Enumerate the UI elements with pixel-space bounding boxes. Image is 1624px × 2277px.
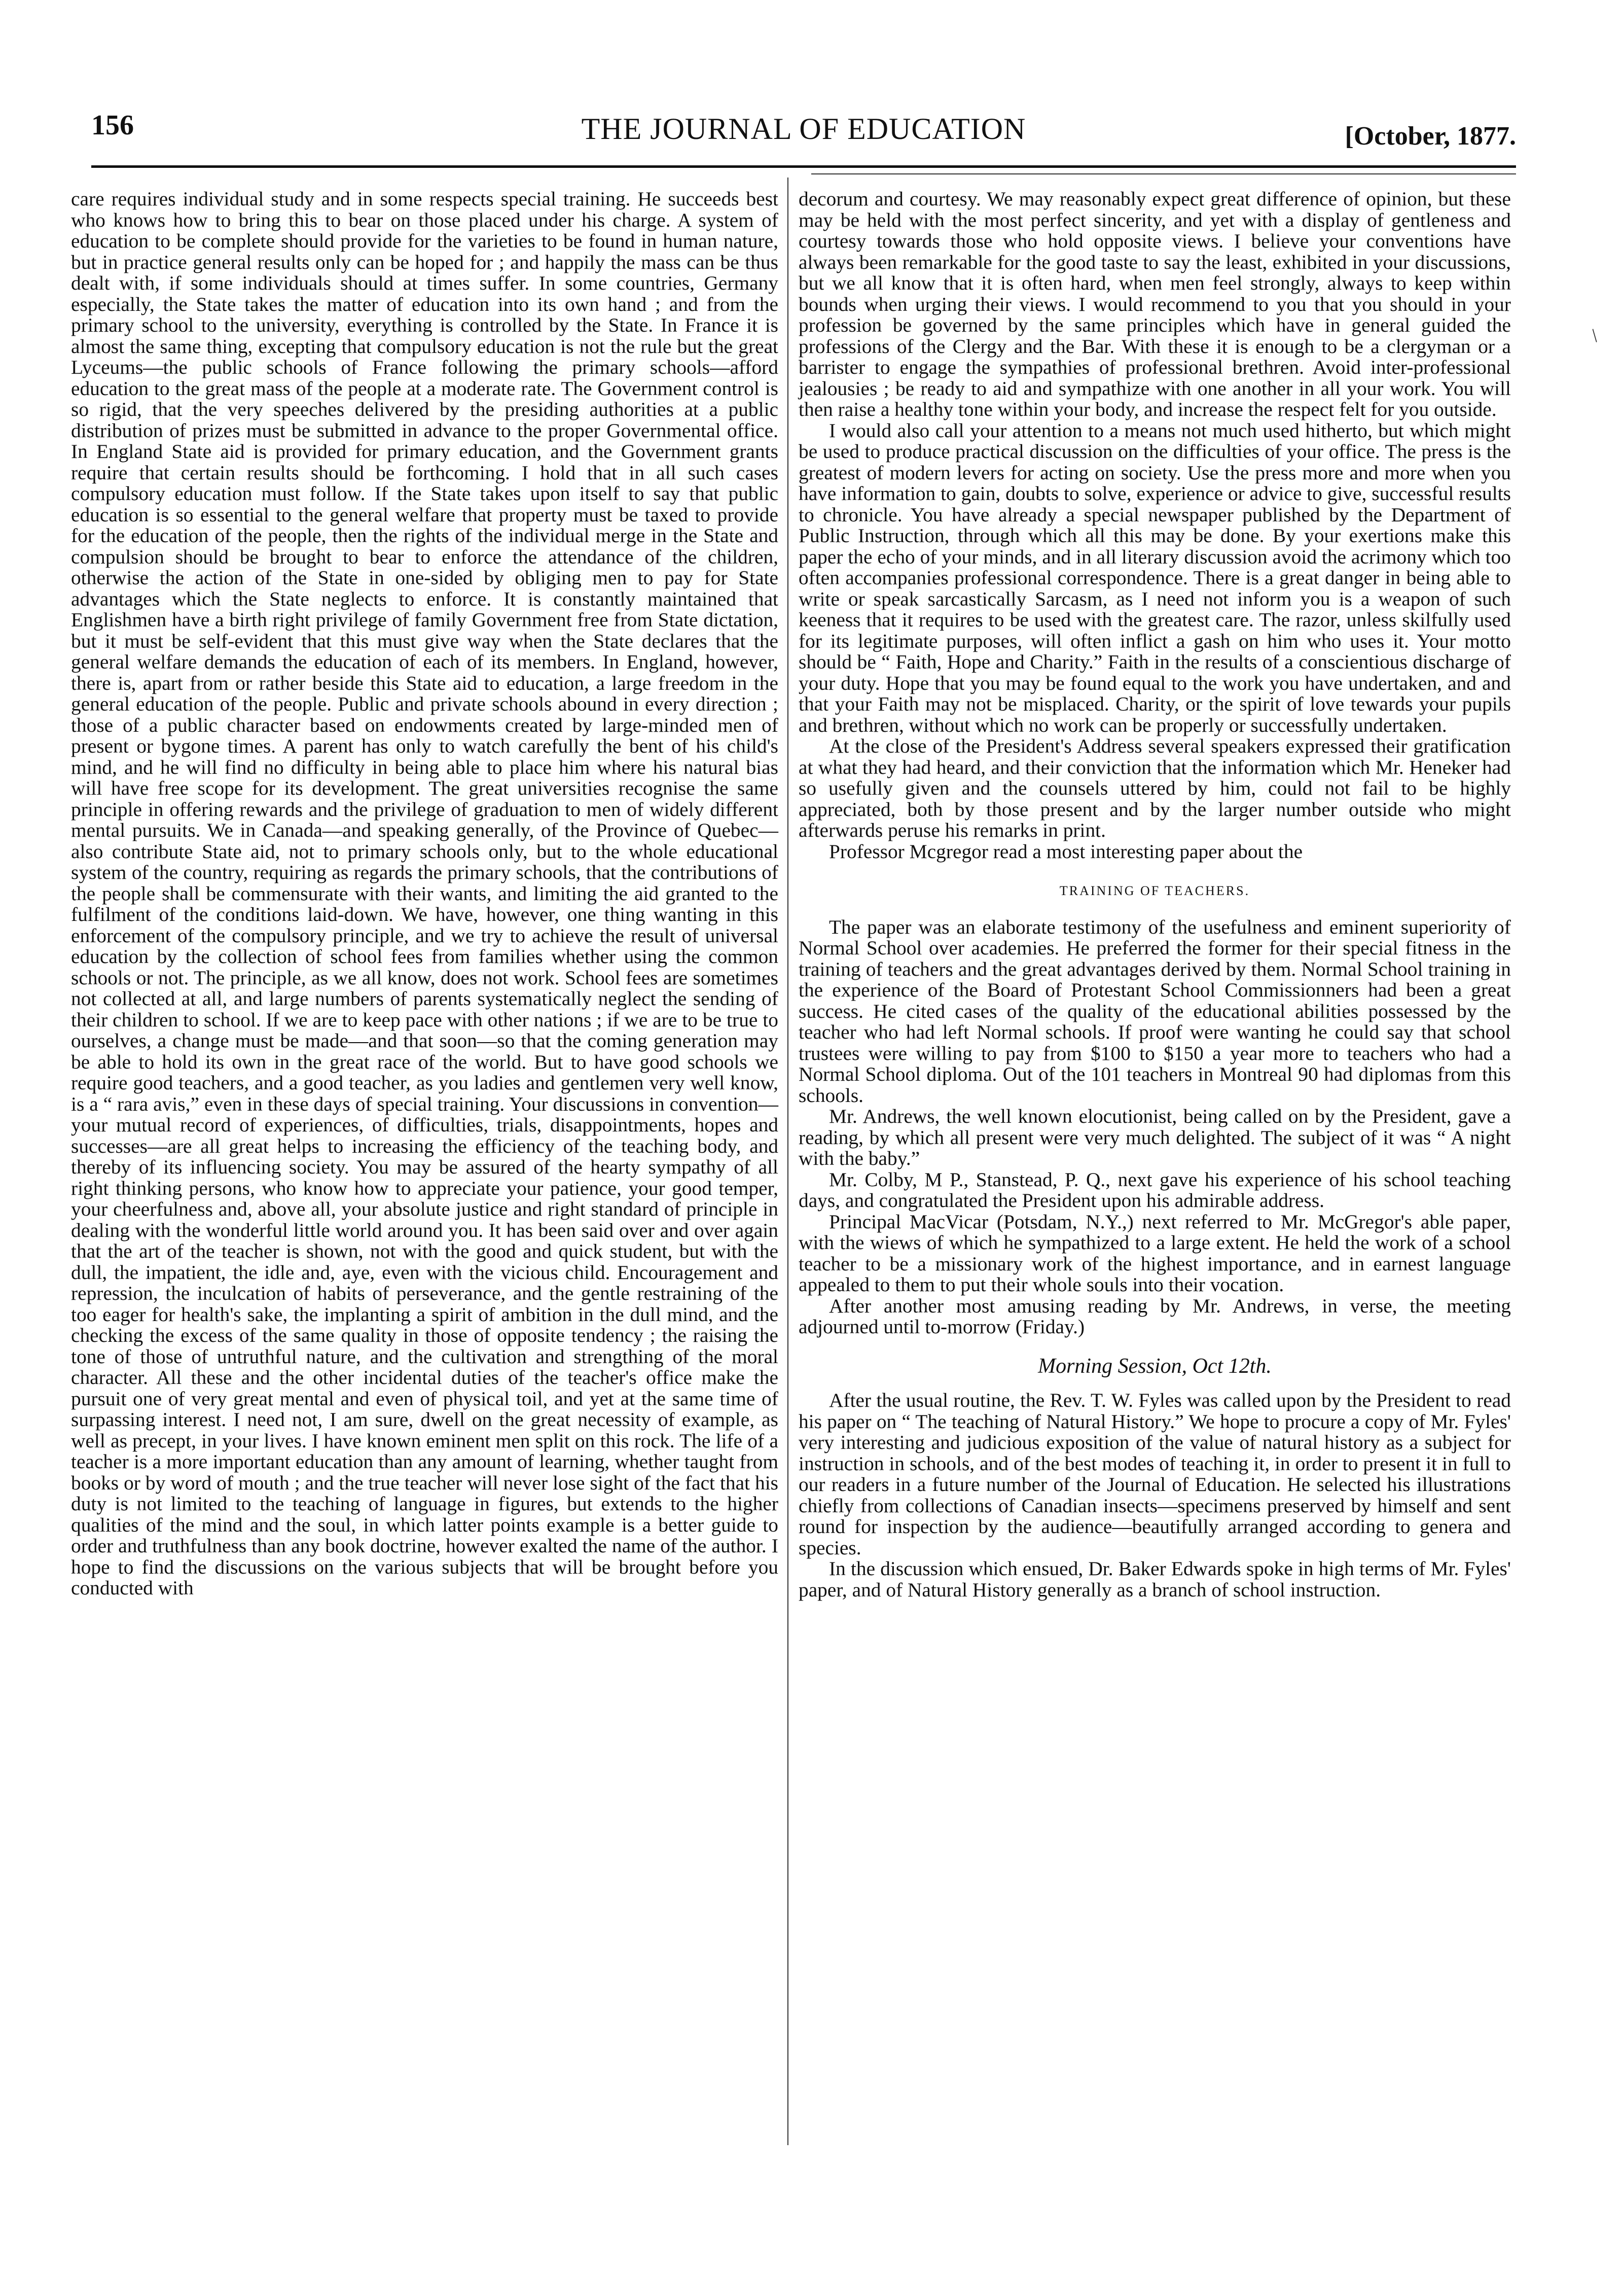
running-title: THE JOURNAL OF EDUCATION [581, 112, 1026, 146]
right-column [799, 189, 1511, 1600]
paragraph: I would also call your attention to a means not much used hitherto, but which might be used to produce practical discussion on the difficulties of your office. The press is the greatest of modern levers for acting on society. Use the press more and more when you have information to gain, doubts to solve, experience or advice to give, successful results to chronicle. You have already a special newspaper published by the Department of Public Instruction, through which all this may be done. By your exertions make this paper the echo of your minds, and in all literary discussion avoid the acrimony which too often accompanies professional correspondence. There is a great danger in being able to write or speak sarcastically Sarcasm, as I need not inform you is a weapon of such keeness that it requires to be used with the greatest care. The razor, unless skilfully used for its legitimate purposes, will often inflict a gash on him who uses it. Your motto should be “ Faith, Hope and Charity.” Faith in the results of a conscientious discharge of your duty. Hope that you may be found equal to the work you have undertaken, and and that your Faith may not be misplaced. Charity, or the spirit of love tewards your pupils and brethren, without which no work can be properly or successfully undertaken. [799, 419, 1511, 736]
page-header [91, 109, 1516, 160]
margin-mark: / [1586, 325, 1603, 346]
column-divider [787, 177, 788, 2145]
issue-date: [October, 1877. [1345, 122, 1516, 151]
page-number: 156 [91, 110, 134, 141]
section-heading-training: TRAINING OF TEACHERS. [1059, 883, 1250, 898]
paragraph: In the discussion which ensued, Dr. Baker Edwards spoke in high terms of Mr. Fyles' paper, and of Natural History generally as a branch of school instruction. [799, 1557, 1511, 1601]
header-rule-thin [811, 173, 1516, 174]
paragraph: After another most amusing reading by Mr. Andrews, in verse, the meeting adjourned until to-morrow (Friday.) [799, 1294, 1511, 1338]
section-heading-session: Morning Session, Oct 12th. [1038, 1354, 1272, 1378]
left-column [71, 189, 778, 1599]
paragraph: decorum and courtesy. We may reasonably expect great difference of opinion, but these may be held with the most perfect sincerity, and yet with a display of gentleness and courtesy towards those who hold opposite views. I believe your conventions have always been remarkable for the good taste to say the least, exhibited in your discussions, but we all know that it is often hard, when men feel strongly, always to keep within bounds when urging their views. I would recommend to you that you should in your profession be governed by the same principles which have in general guided the professions of the Clergy and the Bar. With these it is enough to be a clergyman or a barrister to engage the sympathies of professional brethren. Avoid inter-professional jealousies ; be ready to aid and sympathize with one another in all your work. You will then raise a healthy tone within your body, and increase the respect felt for you outside. [799, 188, 1511, 420]
paragraph: Mr. Colby, M P., Stanstead, P. Q., next gave his experience of his school teaching days, and congratulated the President upon his admirable address. [799, 1168, 1511, 1212]
paragraph: Professor Mcgregor read a most interesting paper about the [829, 840, 1303, 863]
paragraph: The paper was an elaborate testimony of the usefulness and eminent superiority of Normal School over academies. He preferred the former for their special fitness in the training of teachers and the great advantages derived by them. Normal School training in the experience of the Board of Protestant School Commissionners had been a great success. He cited cases of the quality of the educational abilities possessed by the teacher who had left Normal schools. If proof were wanting he could say that school trustees were willing to pay from $100 to $150 a year more to teachers who had a Normal School diploma. Out of the 101 teachers in Montreal 90 had diplomas from this schools. [799, 915, 1511, 1107]
paragraph: care requires individual study and in some respects special training. He succeeds best who knows how to bring this to bear on those placed under his charge. A system of education to be complete should provide for the varieties to be found in human nature, but in practice general results only can be hoped for ; and happily the mass can be thus dealt with, if some individuals should at times suffer. In some countries, Germany especially, the State takes the matter of education into its own hand ; and from the primary school to the university, everything is controlled by the State. In France it is almost the same thing, excepting that compulsory education is not the rule but the great Lyceums—the public schools of France following the primary schools—afford education to the great mass of the people at a moderate rate. The Government control is so rigid, that the very speeches delivered by the presiding authorities at a public distribution of prizes must be submitted in advance to the proper Governmental office. In England State aid is provided for primary education, and the Government grants require that certain results should be forthcoming. I hold that in all such cases compulsory education must follow. If the State takes upon itself to say that public education is so essential to the general welfare that property must be taxed to provide for the education of the people, then the rights of the individual merge in the State and compulsion should be brought to bear to enforce the attendance of the children, otherwise the action of the State in one-sided by obliging men to pay for State advantages which the State neglects to enforce. It is constantly maintained that Englishmen have a birth right privilege of family Government free from State dictation, but it must be self-evident that this must give way when the State declares that the general welfare demands the education of each of its members. In England, however, there is, apart from or rather beside this State aid to education, a large freedom in the general education of the people. Public and private schools abound in every direction ; those of a public character based on endowments created by large-minded men of present or bygone times. A parent has only to watch carefully the bent of his child's mind, and he will find no difficulty in being able to place him where his natural bias will have free scope for its development. The great universities recognise the same principle in offering rewards and the privilege of graduation to men of widely different mental pursuits. We in Canada—and speaking generally, of the Province of Quebec—also contribute State aid, not to primary schools only, but to the whole educational system of the country, requiring as regards the primary schools, that the contributions of the people shall be commensurate with their wants, and limiting the aid granted to the fulfilment of the conditions laid-down. We have, however, one thing wanting in this enforcement of the compulsory principle, and we try to achieve the result of universal education by the collection of school fees from families whether using the common schools or not. The principle, as we all know, does not work. School fees are sometimes not collected at all, and large numbers of parents systematically neglect the sending of their children to school. If we are to keep pace with other nations ; if we are to be true to ourselves, a change must be made—and that soon—so that the coming generation may be able to hold its own in the great race of the world. But to have good schools we require good teachers, and a good teacher, as you ladies and gentlemen very well know, is a “ rara avis,” even in these days of special training. Your discussions in convention—your mutual record of experiences, of difficulties, trials, disappointments, hopes and successes—are all great helps to increasing the efficiency of the teaching body, and thereby of its influencing society. You may be assured of the hearty sympathy of all right thinking persons, who know how to appreciate your patience, your good temper, your cheerfulness and, above all, your absolute justice and right standard of principle in dealing with the wonderful little world around you. It has been said over and over again that the art of the teacher is shown, not with the good and quick student, but with the dull, the impatient, the idle and, aye, even with the vicious child. Encouragement and repression, the inculcation of habits of perseverance, and the gentle restraining of the too eager for health's sake, the implanting a spirit of ambition in the dull mind, and the checking the excess of the same quality in those of opposite tendency ; the raising the tone of those of untruthful nature, and the cultivation and strengthing of the moral character. All these and the other incidental duties of the teacher's office make the pursuit one of very great mental and even of physical toil, and yet at the same time of surpassing interest. I need not, I am sure, dwell on the great necessity of example, as well as precept, in your lives. I have known eminent men split on this rock. The life of a teacher is a more important education than any amount of learning, whether taught from books or by word of mouth ; and the true teacher will never lose sight of the fact that his duty is not limited to the teaching of language in figures, but extends to the higher qualities of the mind and the soul, in which latter points example is a better guide to order and truthfulness than any book doctrine, however exalted the name of the author. I hope to find the discussions on the various subjects that will be brought before you conducted with [71, 188, 778, 1599]
header-rule [91, 165, 1516, 168]
paragraph: Mr. Andrews, the well known elocutionist, being called on by the President, gave a reading, by which all present were very much delighted. The subject of it was “ A night with the baby.” [799, 1105, 1511, 1169]
paragraph: At the close of the President's Address several speakers expressed their gratification at what they had heard, and their conviction that the information which Mr. Heneker had so usefully given and the counsels uttered by him, could not fail to be highly appreciated, both by those present and by the larger number outside who might afterwards peruse his remarks in print. [799, 735, 1511, 841]
paragraph: Principal MacVicar (Potsdam, N.Y.,) next referred to Mr. McGregor's able paper, with the wiews of which he sympathized to a large extent. He held the work of a school teacher to be a missionary work of the highest importance, and in earnest language appealed to them to put their whole souls into their vocation. [799, 1210, 1511, 1296]
paragraph: After the usual routine, the Rev. T. W. Fyles was called upon by the President to read his paper on “ The teaching of Natural History.” We hope to procure a copy of Mr. Fyles' very interesting and judicious exposition of the value of natural history as a subject for instruction in schools, and of the best modes of teaching it, in order to present it in full to our readers in a future number of the Journal of Education. He selected his illustrations chiefly from collections of Canadian insects—specimens preserved by himself and sent round for inspection by the audience—beautifully arranged according to genera and species. [799, 1389, 1511, 1559]
